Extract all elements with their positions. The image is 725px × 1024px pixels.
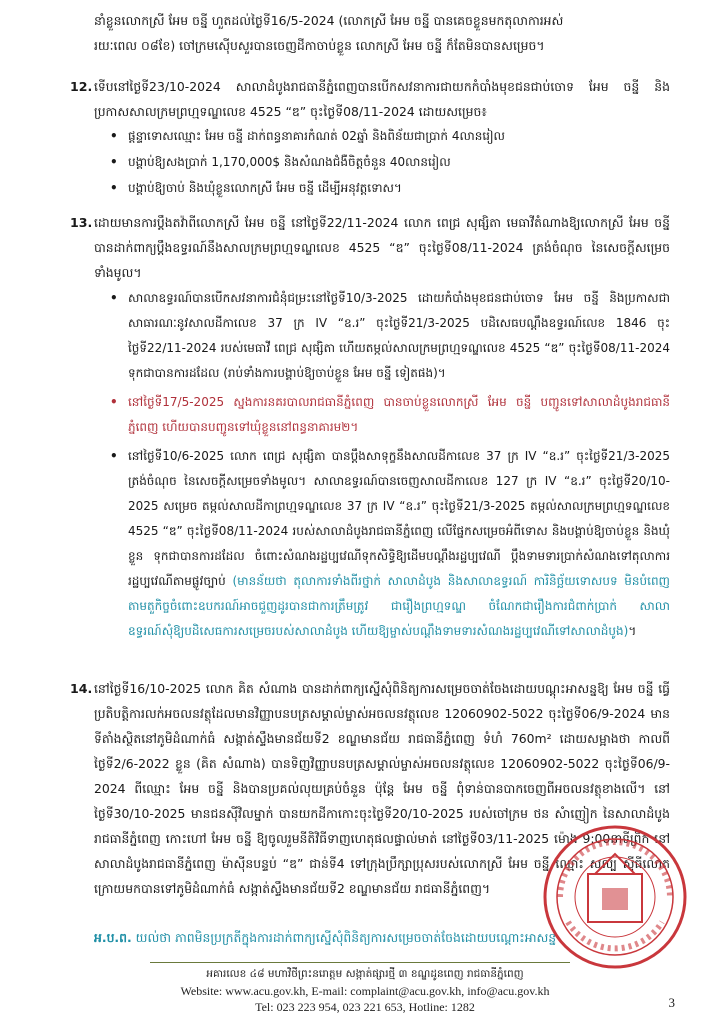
item-13-bullet-3-end: ។: [628, 624, 637, 638]
footer-rule: [150, 962, 570, 963]
official-seal-stamp: [540, 822, 690, 972]
item-13-text: ដោយមានការប្តឹងតវ៉ាពីលោកស្រី អែម ចន្នី នៅថ្ងៃទី22/11-2024 លោក ពេជ្រ សុផ្សិតា មេធាវីតំណាងឱ្យលោកស្រី អែម ចន្នី បានដាក់ពាក្យប្តឹងឧទ្ធរណ៍នឹងសាលក្រមព្រហ្មទណ្ឌលេខ 4525 “ឌ” ចុះថ្ងៃទី08/11-2024 ត្រង់ចំណុច នៃសេចក្តីសម្រេចទាំងមូល។: [94, 215, 670, 280]
intro-line-2: រយៈពេល ០៨ខែ) ចៅក្រមស៊ើបសួរបានចេញដីកាចាប់ខ្លួន លោកស្រី អែម ចន្នី ក៏តែមិនបានសម្រេច។: [94, 38, 545, 53]
footer-web-email: Website: www.acu.gov.kh, E-mail: complaint@acu.gov.kh, info@acu.gov.kh: [180, 984, 550, 998]
intro-line-1: នាំខ្លួនលោកស្រី អែម ចន្នី ហួតដល់ថ្ងៃទី16/5-2024 (លោកស្រី អែម ចន្នី បានគេចខ្លួនមកតុលាការអស់: [94, 13, 564, 28]
item-12-bullet-1: • ផ្តន្ទាទោសឈ្មោះ អែម ចន្នី ដាក់ពន្ធនាគារកំណត់ 02ឆ្នាំ និងពិន័យជាប្រាក់ 4លានរៀល: [128, 124, 670, 149]
item-12-number: 12.: [70, 79, 93, 94]
item-13-number: 13.: [70, 215, 93, 230]
item-13-bullet-2: • នៅថ្ងៃទី17/5-2025 ស្នងការនគរបាលរាជធានីភ្នំពេញ បានចាប់ខ្លួនលោកស្រី អែម ចន្នី បញ្ជូនទៅសាលាដំបូងរាជធានីភ្នំពេញ ហើយបានបញ្ជូនទៅឃុំខ្លួននៅពន្ធនាគារម២។: [128, 390, 670, 440]
item-13-bullet-1: • សាលាឧទ្ធរណ៍បានបើកសវនាការជំនុំជម្រះនៅថ្ងៃទី10/3-2025 ដោយកំបាំងមុខជនជាប់ចោទ អែម ចន្នី និងប្រកាសជាសាធារណៈនូវសាលដីកាលេខ 37 ក្រ IV “ឧ.រ” ចុះថ្ងៃទី21/3-2025 បដិសេធបណ្តឹងឧទ្ធរណ៍លេខ 1846 ចុះថ្ងៃទី22/11-2024 របស់មេធាវី ពេជ្រ សុផ្សិតា ហើយតម្កល់សាលក្រមព្រហ្មទណ្ឌលេខ 4525 “ឌ” ចុះថ្ងៃទី08/11-2024 ទុកជាបានការដដែល (រាប់ទាំងការបង្គាប់ឱ្យចាប់ខ្លួន អែម ចន្នី ទៀតផង)។: [128, 286, 670, 386]
item-13-bullet-3-main: នៅថ្ងៃទី10/6-2025 លោក ពេជ្រ សុផ្សិតា បានប្តឹងសាទុក្ខនឹងសាលដីកាលេខ 37 ក្រ IV “ឧ.រ” ចុះថ្ងៃទី21/3-2025 ត្រង់ចំណុច នៃសេចក្តីសម្រេចទាំងមូល។ សាលាឧទ្ធរណ៍បានចេញសាលដីកាលេខ 127 ក្រ IV “ឧ.រ” ចុះថ្ងៃទី20/10-2025 សម្រេច តម្កល់សាលដីកាព្រហ្មទណ្ឌលេខ 37 ក្រ IV “ឧ.រ” ចុះថ្ងៃទី21/3-2025 តម្កល់សាលក្រមព្រហ្មទណ្ឌលេខ 4525 “ឌ” ចុះថ្ងៃទី08/11-2024 របស់សាលាដំបូងរាជធានីភ្នំពេញ លើផ្នែកសម្រេចអំពីទោស និងបង្គាប់ឱ្យចាប់ខ្លួន និងឃុំខ្លួន ទុកជាបានការដដែល ចំពោះសំណងរដ្ឋប្បវេណីទុកសិទ្ធិឱ្យដើមបណ្តឹងរដ្ឋប្បវេណី ប្តឹងទាមទារប្រាក់សំណងទៅតុលាការរដ្ឋប្បវេណីតាមផ្លូវច្បាប់: [128, 449, 670, 588]
item-13-bullet-3-note: (មានន័យថា តុលាការទាំងពីរថ្នាក់ សាលាដំបូង និងសាលាឧទ្ធរណ៍ ការិនិច្ឆ័យទោសបទ មិនបំពេញតាមតួកិច្ចចំពោះឧបករណ៍អាចជួញដូរបានជាការត្រឹមត្រូវ ជារឿងព្រហ្មទណ្ឌ ចំណែកជារឿងការជំពាក់ប្រាក់ សាលាឧទ្ធរណ៍សុំឱ្យបដិសេធការសម្រេចរបស់សាលាដំបូង ហើយឱ្យម្ចាស់បណ្តឹងទាមទារសំណងរដ្ឋប្បវេណីទៅសាលាដំបូង): [128, 574, 670, 638]
note-line: [94, 925, 556, 950]
footer-address: អគារលេខ ៤៨ មហាវិថីព្រះនរោត្តម សង្កាត់ផ្សារថ្មី ៣ ខណ្ឌដូនពេញ រាជធានីភ្នំពេញ: [206, 968, 524, 980]
item-12-text: ទើបនៅថ្ងៃទី23/10-2024 សាលាដំបូងរាជធានីភ្នំពេញបានបើកសវនាការជាយកកំបាំងមុខជនជាប់ចោទ អែម ចន្នី និងប្រកាសសាលក្រមព្រហ្មទណ្ឌលេខ 4525 “ឌ” ចុះថ្ងៃទី08/11-2024 ដោយសម្រេច៖: [94, 79, 670, 119]
item-12-bullet-3: • បង្គាប់ឱ្យចាប់ និងឃុំខ្លួនលោកស្រី អែម ចន្នី ដើម្បីអនុវត្តទោស។: [128, 176, 670, 201]
item-12-bullet-2: • បង្គាប់ឱ្យសងប្រាក់ 1,170,000$ និងសំណងជំងឺចិត្តចំនួន 40លានរៀល: [128, 150, 670, 175]
note-text: យល់ថា ភាពមិនប្រក្រតីក្នុងការដាក់ពាក្យស្នើសុំពិនិត្យការសម្រេចចាត់ចែងដោយបណ្តោះអាសន្ន: [135, 930, 557, 945]
note-abbr: អ.ប.ព.: [94, 930, 132, 945]
page-number: 3: [668, 995, 675, 1010]
item-13-bullet-3: [128, 444, 670, 644]
footer-phone: Tel: 023 223 954, 023 221 653, Hotline: 1282: [255, 1000, 475, 1014]
item-14-text: នៅថ្ងៃទី16/10-2025 លោក គិត សំណាង បានដាក់ពាក្យស្នើសុំពិនិត្យការសម្រេចចាត់ចែងដោយបណ្តុះអាសន្នឱ្យ អែម ចន្នី ធ្វើប្រតិបត្តិការលក់អចលនវត្ថុដែលមានវិញ្ញាបនបត្រសម្គាល់ម្ចាស់អចលនវត្ថុលេខ 12060902-5022 ចុះថ្ងៃទី06/9-2024 មានទីតាំងស្ថិតនៅភូមិដំណាក់ធំ សង្កាត់ស្ទឹងមានជ័យទី2 ខណ្ឌមានជ័យ រាជធានីភ្នំពេញ ទំហំ 760m² ដោយសម្អាងថា កាលពីថ្ងៃទី2/6-2022 ខ្លួន (គិត សំណាង) បានទិញវិញ្ញាបនបត្រសម្គាល់ម្ចាស់អចលនវត្ថុលេខ 12060902-5022 ចុះថ្ងៃទី06/9-2024 ពីឈ្មោះ អែម ចន្នី និងបានប្រគល់លុយគ្រប់ចំនួន ប៉ុន្តែ អែម ចន្នី ពុំទាន់បានបាកចេញពីអចលនវត្ថុខាងលើ។ នៅថ្ងៃទី30/10-2025 មានជនស៊ីវិលម្នាក់ បានយកដីកាកោះចុះថ្ងៃទី20/10-2025 របស់ចៅក្រម ថន សំាញៀក នៃសាលាដំបូងរាជធានីភ្នំពេញ កោះហៅ អែម ចន្នី ឱ្យចូលរួមនីតិវិធីទាញហេតុផលផ្ទាល់មាត់ នៅថ្ងៃទី03/11-2025 ម៉ោង 9:00នាទីព្រឹក នៅសាលាដំបូងរាជធានីភ្នំពេញ ម៉ាស៊ីនបន្ទប់ “ឌ” ជាន់ទី4 ទៅក្រុងប្រឹក្សាប្រុសរបស់លោកស្រី អែម ចន្នី ឈ្មោះ សល្ប ស៊ីធីលោត ក្រោយមកបានទៅភូមិដំណាក់ធំ សង្កាត់ស្ទឹងមានជ័យទី2 ខណ្ឌមានជ័យ រាជធានីភ្នំពេញ។: [94, 681, 670, 896]
item-14-number: 14.: [70, 681, 93, 696]
